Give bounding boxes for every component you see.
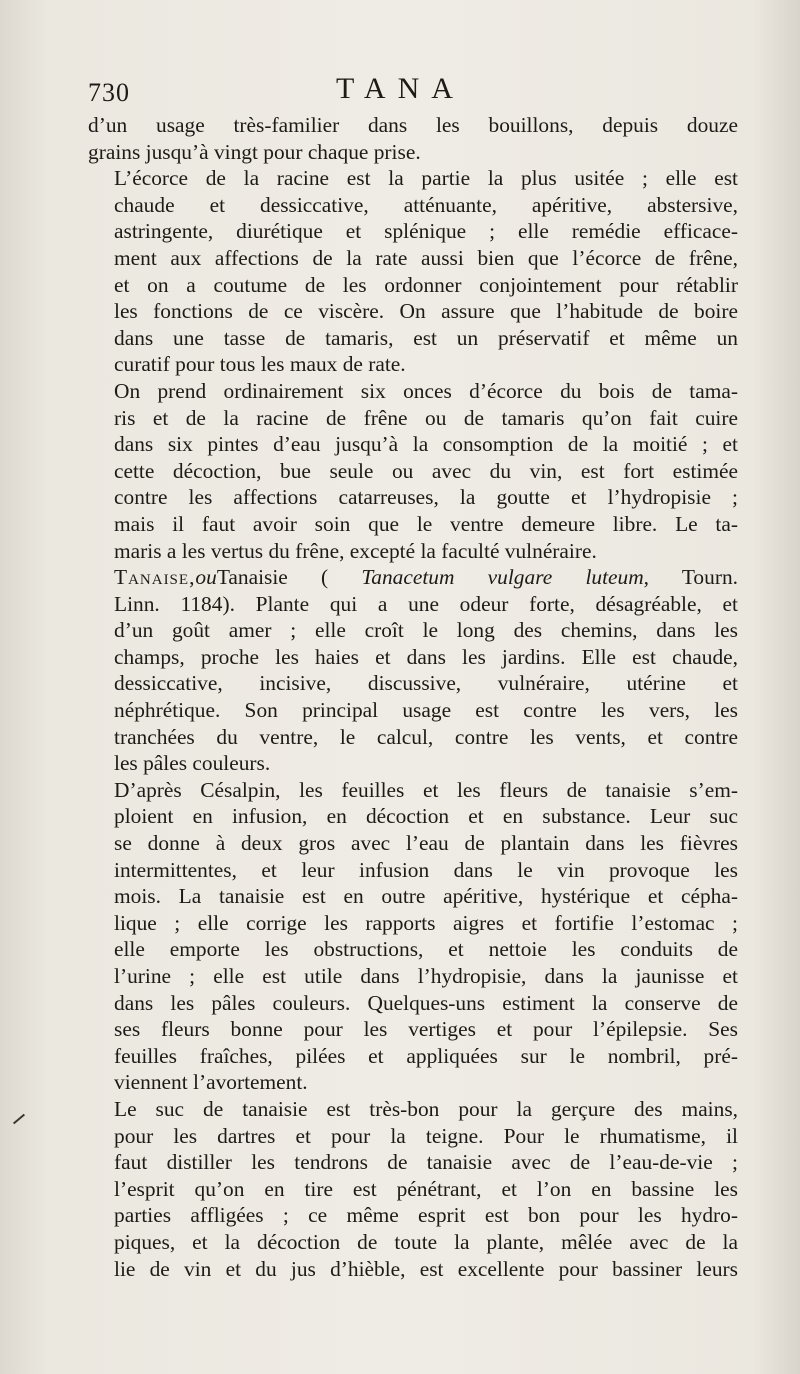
text-line: dessiccative, incisive, discussive, vulnéraire, utérine et (114, 671, 738, 696)
text-line: Le suc de tanaisie est très-bon pour la gerçure des mains, (114, 1096, 738, 1121)
text-line: tranchées du ventre, le calcul, contre les vents, et contre (114, 724, 738, 749)
paragraph-p5 (88, 777, 738, 1096)
text-line: mois. La tanaisie est en outre apéritive, hystérique et cépha- (114, 884, 738, 909)
text-line: ris et de la racine de frêne ou de tamaris qu’on fait cuire (114, 405, 738, 430)
paragraph-lines (88, 112, 738, 165)
text-line: lique ; elle corrige les rapports aigres et fortifie l’estomac ; (114, 910, 738, 935)
entry-ou: ou (195, 565, 217, 590)
text-line: maris a les vertus du frêne, excepté la faculté vulnéraire. (114, 538, 597, 563)
text-line: et on a coutume de les ordonner conjointement pour rétablir (114, 272, 738, 297)
text-line: contre les affections catarreuses, la goutte et l’hydropisie ; (114, 485, 738, 510)
text-line: L’écorce de la racine est la partie la plus usitée ; elle est (114, 166, 738, 191)
text-line: feuilles fraîches, pilées et appliquées sur le nombril, pré- (114, 1043, 738, 1068)
text-line: curatif pour tous les maux de rate. (114, 352, 406, 377)
text-line: mais il faut avoir soin que le ventre demeure libre. Le ta- (114, 511, 738, 536)
text-line: parties affligées ; ce même esprit est bon pour les hydro- (114, 1203, 738, 1228)
text-line: champs, proche les haies et dans les jardins. Elle est chaude, (114, 644, 738, 669)
text-line: astringente, diurétique et splénique ; elle remédie efficace- (114, 219, 738, 244)
entry-lead-rest: , Tourn. (643, 565, 738, 590)
text-line: dans six pintes d’eau jusqu’à la consomption de la moitié ; et (114, 432, 738, 457)
paragraph-lines (88, 564, 738, 777)
paragraph-p3 (88, 378, 738, 564)
text-line: piques, et la décoction de toute la plante, mêlée avec de la (114, 1229, 738, 1254)
text-line: D’après Césalpin, les feuilles et les fleurs de tanaisie s’em- (114, 777, 738, 802)
entry-latin-name: Tanacetum vulgare luteum (361, 565, 644, 590)
text-line: pour les dartres et pour la teigne. Pour le rhumatisme, il (114, 1123, 738, 1148)
paragraph-lines (88, 777, 738, 1096)
text-line: grains jusqu’à vingt pour chaque prise. (88, 139, 421, 164)
text-line: elle emporte les obstructions, et nettoie les conduits de (114, 937, 738, 962)
text-line: l’esprit qu’on en tire est pénétrant, et l’on en bassine les (114, 1176, 738, 1201)
text-line: faut distiller les tendrons de tanaisie avec de l’eau-de-vie ; (114, 1150, 738, 1175)
paragraph-lines (88, 378, 738, 564)
text-line: Linn. 1184). Plante qui a une odeur forte, désagréable, et (114, 591, 738, 616)
text-line: néphrétique. Son principal usage est contre les vers, les (114, 698, 738, 723)
text-line: lie de vin et du jus d’hièble, est excellente pour bassiner leurs (114, 1256, 738, 1281)
paragraph-lines (88, 1096, 738, 1282)
text-line: intermittentes, et leur infusion dans le vin provoque les (114, 857, 738, 882)
text-line: ploient en infusion, en décoction et en substance. Leur suc (114, 804, 738, 829)
paragraph-p1 (88, 112, 738, 165)
text-line: dans une tasse de tamaris, est un préservatif et même un (114, 325, 738, 350)
margin-pencil-mark (13, 1114, 25, 1125)
running-head (88, 72, 748, 112)
text-line: les fonctions de ce viscère. On assure que l’habitude de boire (114, 299, 738, 324)
text-line: On prend ordinairement six onces d’écorce du bois de tama- (114, 378, 738, 403)
text-line: viennent l’avortement. (114, 1070, 308, 1095)
text-line: chaude et dessiccative, atténuante, apéritive, abstersive, (114, 192, 738, 217)
text-line: cette décoction, bue seule ou avec du vin, est fort estimée (114, 458, 738, 483)
entry-lead-line (88, 564, 738, 591)
text-line: d’un goût amer ; elle croît le long des chemins, dans les (114, 618, 738, 643)
page-number: 730 (88, 78, 130, 107)
entry-alt-name: Tanaisie ( (216, 565, 329, 590)
paragraph-lines (88, 165, 738, 378)
text-body (88, 112, 738, 1282)
paragraph-p4 (88, 564, 738, 777)
text-line: dans les pâles couleurs. Quelques-uns estiment la conserve de (114, 990, 738, 1015)
paragraph-p6 (88, 1096, 738, 1282)
text-line: ses fleurs bonne pour les vertiges et pour l’épilepsie. Ses (114, 1017, 738, 1042)
paragraph-p2 (88, 165, 738, 378)
text-line: se donne à deux gros avec l’eau de plantain dans les fièvres (114, 831, 738, 856)
text-line: l’urine ; elle est utile dans l’hydropisie, dans la jaunisse et (114, 964, 738, 988)
running-head-word: TANA (336, 72, 465, 105)
text-line: d’un usage très-familier dans les bouillons, depuis douze (88, 113, 738, 137)
entry-headword: Tanaise, (114, 565, 196, 590)
text-line: les pâles couleurs. (114, 751, 271, 776)
text-line: ment aux affections de la rate aussi bien que l’écorce de frêne, (114, 245, 738, 270)
